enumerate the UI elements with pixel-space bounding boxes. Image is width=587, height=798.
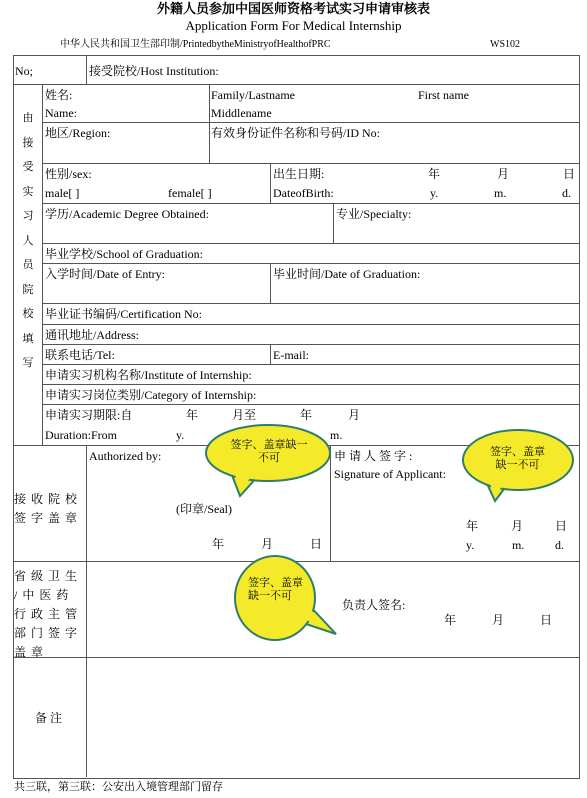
address-label: 通讯地址/Address: — [45, 328, 139, 342]
provincial-month-cn: 月 — [492, 613, 505, 627]
school-label: 毕业学校/School of Graduation: — [45, 247, 203, 261]
id-no-label: 有效身份证件名称和号码/ID No: — [211, 126, 380, 140]
applicant-sign-cn: 申 请 人 签 字 : — [334, 449, 413, 463]
degree-label: 学历/Academic Degree Obtained: — [45, 207, 209, 221]
institute-label: 申请实习机构名称/Institute of Internship: — [45, 368, 252, 382]
middle-name-label: Middlename — [211, 106, 272, 120]
dob-month-en: m. — [494, 186, 507, 200]
applicant-month-en: m. — [512, 538, 525, 552]
applicant-year-en: y. — [466, 538, 475, 552]
certification-label: 毕业证书编码/Certification No: — [45, 307, 202, 321]
dob-year-en: y. — [430, 186, 439, 200]
dob-year-cn: 年 — [428, 167, 441, 181]
no-label: No; — [15, 64, 33, 78]
duration-year1-cn: 年 — [186, 408, 199, 422]
male-checkbox[interactable]: male[ ] — [45, 186, 80, 200]
duration-month1-cn: 月至 — [232, 408, 257, 422]
duration-month2-cn: 月 — [348, 408, 361, 422]
applicant-year-cn: 年 — [466, 519, 479, 533]
dob-day-cn: 日 — [563, 167, 576, 181]
tel-label: 联系电话/Tel: — [45, 348, 115, 362]
email-label: E-mail: — [273, 348, 309, 362]
region-label: 地区/Region: — [45, 126, 111, 140]
category-label: 申请实习岗位类别/Category of Internship: — [45, 388, 257, 402]
duration-month-en: m. — [330, 428, 343, 442]
applicant-sign-en: Signature of Applicant: — [334, 467, 446, 481]
responsible-sign-label: 负责人签名: — [342, 598, 406, 612]
bubble-3-text: 签字、盖章缺一不可 — [248, 576, 303, 602]
duration-year-en: y. — [176, 428, 185, 442]
footer-note: 共三联，第三联：公安出入境管理部门留存 — [14, 780, 223, 793]
applicant-day-en: d. — [555, 538, 564, 552]
authorized-label: Authorized by: — [89, 449, 162, 463]
graduation-date-label: 毕业时间/Date of Graduation: — [273, 267, 421, 281]
family-name-label: Family/Lastname — [211, 88, 295, 102]
printed-by: 中华人民共和国卫生部印制/PrintedbytheMinistryofHealthofPRC — [60, 39, 331, 50]
seal-label: (印章/Seal) — [176, 502, 232, 516]
provincial-day-cn: 日 — [540, 613, 553, 627]
duration-label-en: Duration:From — [45, 428, 117, 442]
remarks-label: 备 注 — [35, 711, 63, 725]
entry-date-label: 入学时间/Date of Entry: — [45, 267, 165, 281]
provincial-year-cn: 年 — [444, 613, 457, 627]
dob-day-en: d. — [562, 186, 571, 200]
form-code: WS102 — [490, 39, 520, 50]
bubble-3 — [228, 552, 338, 652]
name-label-cn: 姓名: — [45, 88, 73, 102]
provincial-sign-label: 省 级 卫 生 / 中 医 药 行 政 主 管 部 门 签 字 盖 章 — [14, 569, 79, 659]
applicant-day-cn: 日 — [555, 519, 568, 533]
name-label-en: Name: — [45, 106, 77, 120]
dob-month-cn: 月 — [497, 167, 510, 181]
duration-label-cn: 申请实习期限:自 — [45, 408, 133, 422]
host-year-cn: 年 — [212, 537, 225, 551]
sex-label: 性别/sex: — [45, 167, 92, 181]
dob-label-cn: 出生日期: — [273, 167, 325, 181]
specialty-label: 专业/Specialty: — [336, 207, 412, 221]
bubble-2-text: 签字、盖章缺一不可 — [490, 445, 545, 471]
female-checkbox[interactable]: female[ ] — [168, 186, 212, 200]
host-institution-label: 接受院校/Host Institution: — [89, 64, 219, 78]
first-name-label: First name — [418, 88, 469, 102]
host-day-cn: 日 — [310, 537, 323, 551]
applicant-month-cn: 月 — [511, 519, 524, 533]
duration-year2-cn: 年 — [300, 408, 313, 422]
bubble-1-text: 签字、盖章缺一不可 — [230, 438, 308, 464]
form-title-cn: 外籍人员参加中国医师资格考试实习申请审核表 — [156, 2, 430, 17]
host-month-cn: 月 — [261, 537, 274, 551]
dob-label-en: DateofBirth: — [273, 186, 334, 200]
side-label: 由 接 受 实 习 人 员 院 校 填 写 — [22, 111, 34, 369]
form-title-en: Application Form For Medical Internship — [185, 18, 402, 33]
host-sign-label: 接 收 院 校签 字 盖 章 — [14, 492, 79, 525]
